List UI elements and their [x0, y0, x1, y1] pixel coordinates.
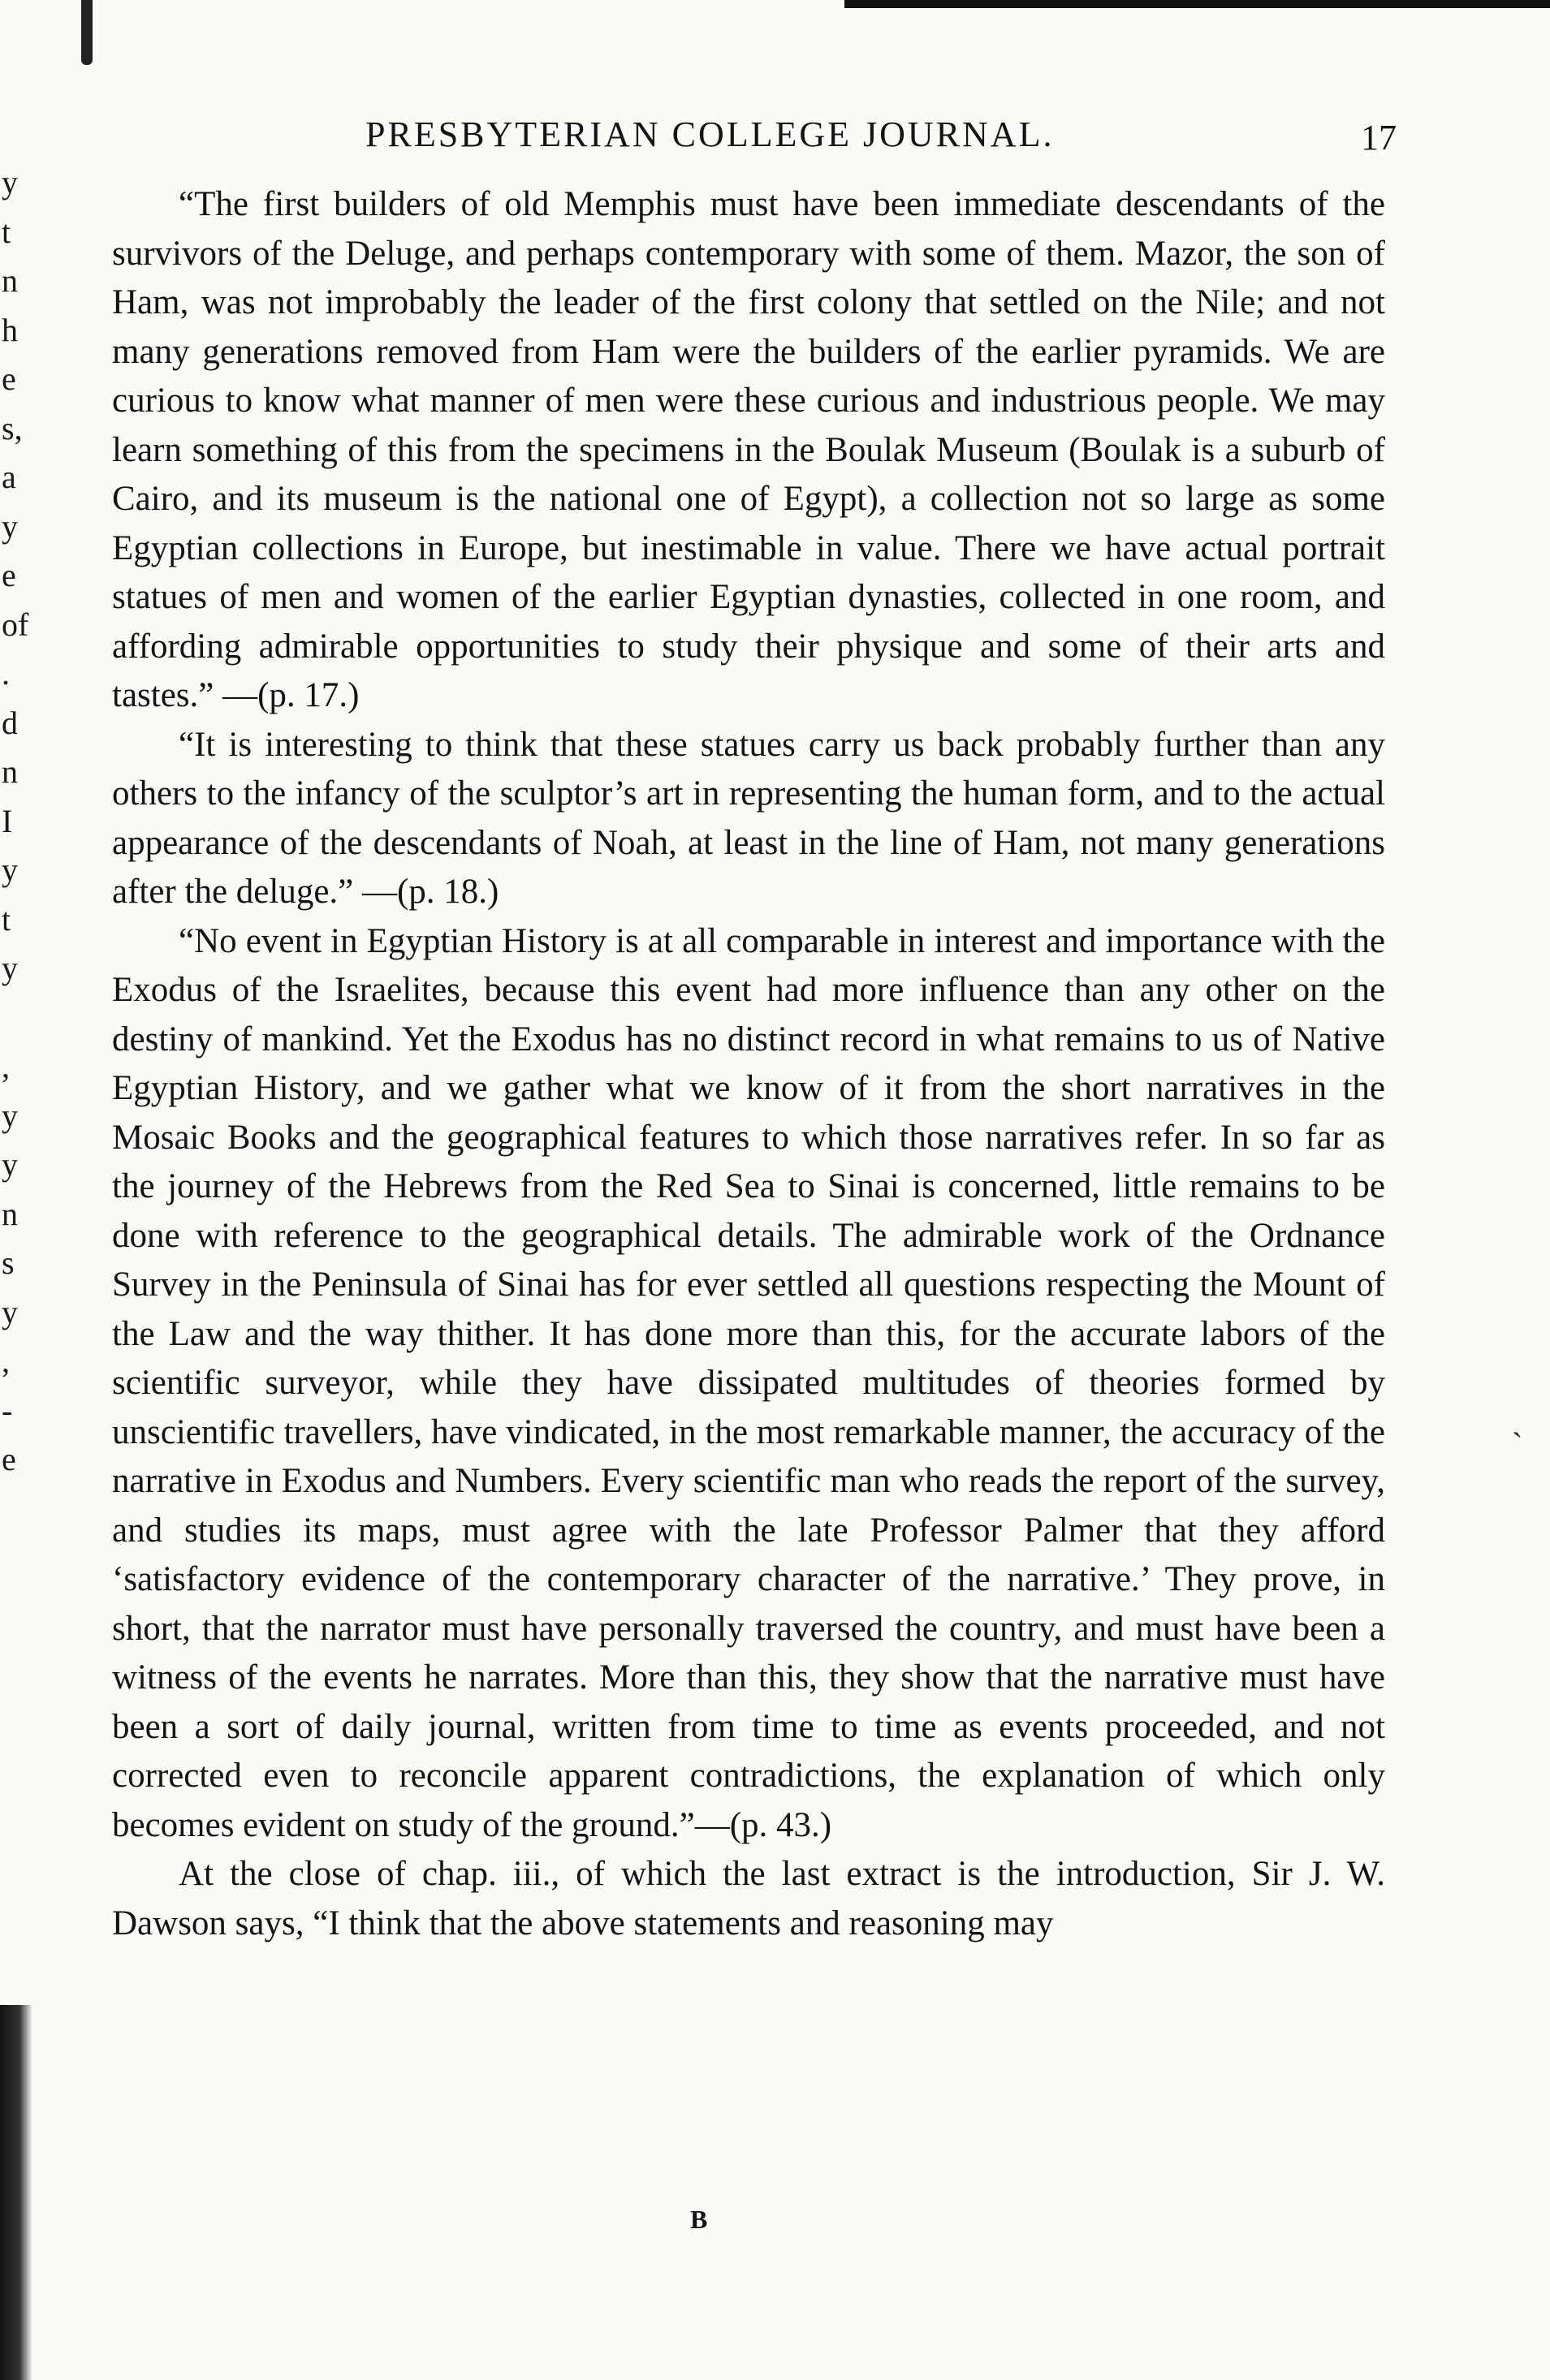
- margin-fragment: d: [2, 704, 18, 741]
- quote-paragraph-statues: “It is interesting to think that these statues carry us back probably further than any others to the infancy of the sculptor’s art in representing the human form, and to the actual appearance of the descendants of Noah, at least in the line of Ham, not many generations after the deluge.” —(p. 18.): [112, 725, 1385, 911]
- running-head: [365, 114, 1421, 162]
- text-body: [112, 180, 1385, 1948]
- margin-fragment: n: [2, 753, 18, 790]
- running-title: PRESBYTERIAN COLLEGE JOURNAL.: [365, 114, 1055, 154]
- margin-fragment: a: [2, 459, 16, 495]
- margin-fragment: s: [2, 1244, 15, 1281]
- scan-edge-bottom: [0, 2005, 32, 2380]
- margin-fragment: of: [2, 606, 29, 643]
- margin-fragment: t: [2, 213, 11, 250]
- margin-fragment: ,: [2, 1343, 10, 1379]
- margin-fragment: y: [2, 1097, 18, 1134]
- margin-fragment: n: [2, 262, 18, 299]
- margin-fragment: y: [2, 1146, 18, 1183]
- margin-fragment: y: [2, 164, 18, 200]
- margin-fragment: [2, 994, 34, 1043]
- margin-fragment: -: [2, 1391, 13, 1429]
- margin-fragment: y: [2, 507, 18, 545]
- margin-fragment: e: [2, 1441, 16, 1477]
- commentary-paragraph: At the close of chap. iii., of which the last extract is the introduction, Sir J. W. Dawson says, “I think that the above statements and reasoning may: [112, 1855, 1385, 1942]
- margin-fragment: e: [2, 557, 16, 593]
- margin-fragment: .: [2, 655, 10, 692]
- margin-fragment: s,: [2, 409, 23, 446]
- quote-paragraph-memphis: “The first builders of old Memphis must have been immediate descendants of the survivors of the Deluge, and perhaps contemporary with some of them. Mazor, the son of Ham, was not improbably the leader of the first colony that settled on the Nile; and not many generations removed from Ham were the builders of the earlier pyramids. We are curious to know what manner of men were these curious and industrious people. We may learn something of this from the specimens in the Boulak Museum (Boulak is a suburb of Cairo, and its museum is the national one of Egypt), a collection not so large as some Egyptian collections in Europe, but inestimable in value. There we have actual portrait statues of men and women of the earlier Egyptian dynasties, collected in one room, and affording admirable opportunities to study their physique and some of their arts and tastes.” —(p. 17.): [112, 185, 1385, 714]
- margin-fragment: y: [2, 950, 18, 986]
- scan-edge-mark: [81, 0, 93, 65]
- scan-edge-top: [844, 0, 1550, 8]
- signature-mark: B: [690, 2205, 710, 2234]
- quote-paragraph-exodus: “No event in Egyptian History is at all comparable in interest and importance with the Exodus of the Israelites, because this event had more influence than any other on the destiny of mankind. Yet the Exodus has no distinct record in what remains to us of Native Egyptian History, and we gather what we know of it from the short narratives in the Mosaic Books and the geographical features to which those narratives refer. In so far as the journey of the Hebrews from the Red Sea to Sinai is concerned, little remains to be done with reference to the geographical details. The admirable work of the Ordnance Survey in the Peninsula of Sinai has for ever settled all questions respecting the Mount of the Law and the way thither. It has done more than this, for the accurate labors of the scientific surveyor, while they have dissipated multitudes of theories formed by unscientific travellers, have vindicated, in the most remarkable manner, the accuracy of the narrative in Exodus and Numbers. Every scientific man who reads the report of the survey, and studies its maps, must agree with the late Professor Palmer that they afford ‘satisfactory evidence of the contemporary character of the narrative.’ They prove, in short, that the narrator must have personally traversed the country, and must have been a witness of the events he narrates. More than this, they show that the narrative must have been a sort of daily journal, written from time to time as events proceeded, and not corrected even to reconcile apparent contradictions, the explanation of which only becomes evident on study of the ground.”—(p. 43.): [112, 921, 1385, 1844]
- margin-fragment: ,: [2, 1048, 10, 1084]
- margin-fragment: e: [2, 360, 16, 397]
- stray-mark: ˏ: [1512, 1401, 1523, 1438]
- margin-fragment: t: [2, 900, 11, 938]
- margin-fragment: n: [2, 1195, 18, 1232]
- margin-fragment: I: [2, 802, 13, 839]
- margin-fragment: y: [2, 852, 18, 888]
- margin-fragment: y: [2, 1293, 18, 1330]
- margin-fragment: h: [2, 311, 18, 348]
- page-number: 17: [1361, 118, 1397, 157]
- adjacent-page-margin-fragments: [2, 158, 34, 1485]
